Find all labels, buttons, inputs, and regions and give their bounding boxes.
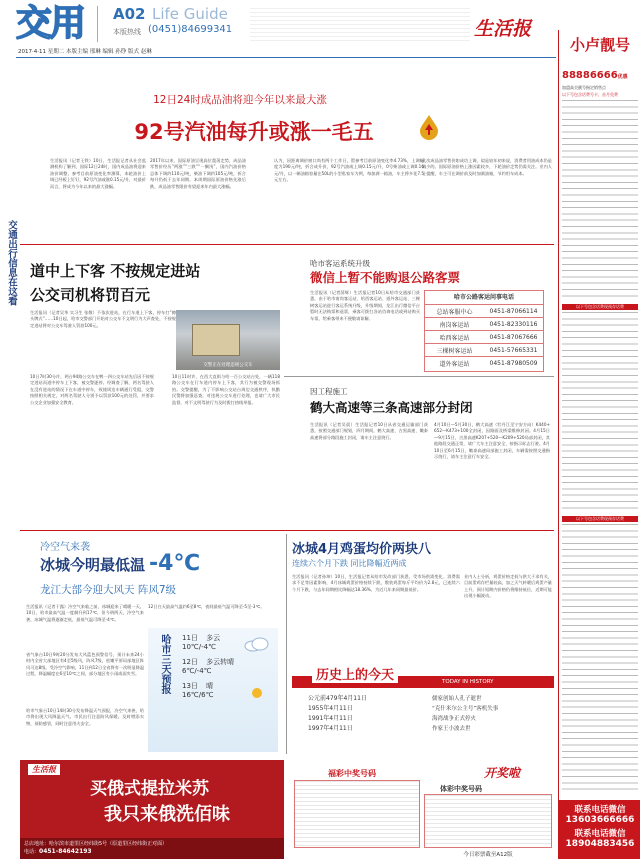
weather-body-1: 生活报讯（记者于露）冷空气来临之前，冰城迎来了晴暖一天。10日，哈市最高气温一度飙升到17℃，但今明两天，冷空气来袭，冰城气温将逐渐走低，最低气温可降至-4℃。	[26, 604, 144, 622]
masthead-stripe	[250, 8, 470, 42]
cloud-icon	[244, 636, 270, 652]
masthead-rule	[16, 57, 556, 58]
table-row: 三棵树客运站 0451-57665331	[425, 343, 543, 356]
history-box	[292, 660, 554, 756]
bus-shape	[192, 324, 240, 356]
road-headline: 鹤大高速等三条高速部分封闭	[310, 400, 473, 415]
ad-section-3: 以下号包含话费现预存话费	[562, 516, 638, 522]
hotline-headline: 微信上暂不能购退公路客票	[310, 270, 461, 285]
road-body-2: 4月10日—5月30日，鹤大高速（牡丹江至宁安方向）K440+652—K473+100全封闭，因路面及桥梁维修封闭。4月15日—9月15日，吉黑高速K207+520—K209+520局部封闭，其他路段交通正常，请广大车主注意安全、按指示标志行驶。4月10日至6月15日，嫩泰高速局部施工封闭，车辆需按照交通指示绕行，请车主注意行车安全。	[434, 422, 550, 460]
forecast-cond: 晴	[206, 682, 214, 690]
weather-body-4: 12日白天最高气温约6至8℃，夜间最低气温可降至-5至-3℃。	[148, 604, 265, 609]
lead-body-2: 2017年以来，国际原油呈现高位震荡走势，成品油零售价经历“两涨”“三跌”“一搁浅”，国内汽油价格总体下调约110元/吨，柴油下调约105元/吨，折合每升仍低于去年同期。本周期国际原油价格先涨后跌，成品油零售限价有望迎来年内最大涨幅。	[150, 158, 246, 189]
history-date: 1997年4月11日	[308, 725, 353, 732]
hotline-table-title: 哈市公路客运问事电话	[453, 294, 514, 301]
bottom-ad	[20, 760, 284, 859]
sun-icon	[248, 684, 266, 702]
weather-story	[20, 534, 284, 756]
hotline-table	[424, 290, 544, 372]
hotline-kicker: 哈市客运系统升级	[310, 259, 370, 268]
side-banner: 交通出行信息在这看	[6, 220, 17, 306]
hotline-story	[284, 250, 554, 368]
contact-label-2: 联系电话微信	[574, 829, 626, 839]
table-row: 南岗客运站 0451-82330116	[425, 317, 543, 330]
road-kicker: 因工程施工	[310, 387, 348, 396]
history-dates	[308, 694, 428, 734]
lead-rule	[20, 244, 554, 245]
lead-headline: 92号汽油每升或涨一毛五	[134, 120, 374, 144]
bus-headline-1: 道中上下客 不按规定进站	[30, 262, 201, 280]
masthead	[0, 0, 556, 58]
bottom-ad-brand: 生活报	[28, 764, 60, 775]
forecast-date: 13日	[182, 682, 198, 690]
table-row: 哈西客运站 0451-87067666	[425, 330, 543, 343]
lottery-badge: 开奖啦	[484, 766, 521, 780]
history-events	[432, 694, 552, 734]
weather-body-2: 省气象台10日9时20分发布大风蓝色预警信号，预计未来24小时内全省大部地区有4至5级风，阵风7级，松嫩平原局部地区阵风可达8级。受冷空气影响，11日到12日全省将有一次明显降温过程，降温幅度在6至10℃之间，部分地区有小雨或雨夹雪。	[26, 652, 144, 677]
forecast-day-3	[182, 682, 213, 700]
history-title-en: TODAY IN HISTORY	[442, 679, 494, 685]
bottom-ad-phone-label: 电话：	[24, 849, 40, 855]
egg-body-2: 业内人士分析，鸡蛋价格走低与供大于求有关，目前蛋鸡存栏量较高，加之天气转暖后鸡蛋产量上升，预计短期内价格仍将维持低位，近期可能出现小幅波动。	[464, 574, 552, 599]
ad-sub-1: 加盟高尖靓号指定销售点	[562, 85, 606, 90]
right-ad-column	[558, 30, 640, 859]
weather-temp: -4℃	[149, 551, 201, 576]
bottom-ad-address: 总店地址：哈尔滨市道里区经纬街5号（原道里区经纬街正对面）	[24, 841, 168, 847]
history-date: 1955年4月11日	[308, 705, 353, 712]
contact-phone-2: 18904883456	[565, 839, 635, 849]
history-title: 历史上的今天	[312, 664, 398, 683]
lottery-footer: 今日彩票截至A12版	[463, 852, 513, 858]
ad-title: 小卢靓号	[569, 36, 630, 54]
lead-body-1: 生活报讯（记者王铁）10日，生活报记者从社会监测机构了解到，国际12日24时，国内成品油将迎来油价调整，参考目前原油变化率测算，本轮油价上调已经板上钉钉，92号汽油或涨0.15元/升，对最价而言，将成为今年以来的最大涨幅。	[50, 158, 146, 189]
brand-logo: 生活报	[474, 18, 532, 40]
egg-body-1: 生活报讯（记者孙坤）10日，生活报记者从哈市发改部门获悉，受市场供需变化、消费需求不足等因素影响，4月冰城鸡蛋价格持续下跌，散装鸡蛋每斤平均价为2.8元，已连续六个月下跌，与去年同期相比降幅达18.36%，为近几年来同期最低价。	[292, 574, 460, 592]
bus-body-1: 生活报讯（记者吴华 实习生 张敬）不依次进站，在行车道上下客，停车打“擦头牌式”……10日起，哈市交警部门开始对公交车不文明行为大声查处，不按规定进站将对公交车驾驶人罚款100元。	[30, 310, 176, 328]
ad-section-2: 以下号包含话费现预存话费	[562, 304, 638, 310]
forecast-day-1	[182, 634, 220, 652]
forecast-title: 哈市三天预报	[159, 634, 170, 694]
forecast-temp: 6℃/-4℃	[182, 667, 212, 675]
bus-photo	[176, 310, 280, 370]
hotline-rule	[284, 376, 554, 377]
forecast-date: 11日	[182, 634, 198, 642]
contact-box	[559, 800, 640, 859]
lottery-right-title: 体彩中奖号码	[440, 785, 482, 793]
contact-phone-1: 13603666666	[565, 815, 635, 825]
bus-photo-caption: 交警正在处理违规公交车	[203, 363, 253, 368]
ad-sub-2: 以下号包含话费号卡，首月免费	[562, 92, 618, 97]
contact-label-1: 联系电话微信	[574, 805, 626, 815]
lead-story	[20, 90, 554, 240]
number-list-2	[562, 312, 638, 512]
bottom-ad-footer	[20, 838, 284, 859]
table-row: 道外客运站 0451-87980509	[425, 356, 543, 369]
hotline-label: 本版热线	[113, 28, 141, 36]
forecast-temp: 16℃/6℃	[182, 691, 214, 699]
forecast-date: 12日	[182, 658, 198, 666]
hotline-body: 生活报讯（记者薛辉）生活报记者10日从哈市交通部门获悉，由于哈市南岗客运站、哈西客运站、道外客运站、三棵树客运站进行客运系统升级，升级期间，龙江出行微信平台暂时无法购票和退票，乘客可拨打各站咨询电话或到站购买车票，给乘客带来不便敬请谅解。	[310, 290, 420, 321]
forecast-box	[148, 628, 278, 752]
bottom-ad-line-2: 我只来俄洗佰味	[104, 804, 230, 825]
masthead-meta: 2017·4·11 星期二 本版主编 邢琳 编辑 孙铮 版式 赵琳	[18, 49, 152, 55]
road-body-1: 生活报讯（记者吴晨）生活报记者10日从省交通运输部门获悉，按照交通部门规划，四月期间，鹤大高速、吉黑高速、嫩泰高速将部分路段施工封闭，请车主注意绕行。	[310, 422, 428, 440]
bottom-ad-phone: 0451-84642193	[39, 848, 92, 855]
forecast-day-2	[182, 658, 234, 676]
road-story	[284, 378, 554, 528]
history-event: “克什米尔公主号”客机失事	[432, 706, 499, 712]
hotline-number: (0451)84699341	[148, 24, 233, 35]
egg-story	[290, 534, 554, 654]
page-number: A02	[113, 5, 146, 23]
history-event: 作家王小波去世	[432, 726, 471, 732]
number-list-1	[562, 100, 638, 300]
life-guide-label: Life Guide	[152, 5, 228, 23]
history-event: 儒家创始人孔子逝世	[432, 696, 482, 702]
weather-kicker: 冷空气来袭	[40, 542, 90, 553]
column-divider	[286, 534, 287, 754]
ad-phone	[562, 70, 640, 81]
section-divider	[97, 6, 98, 42]
bottom-ad-line-1: 买俄式提拉米苏	[90, 779, 209, 799]
weather-body-3: 哈市气象台10日14时30分发布降温天气预报，冷空气来袭，哈市将出现大风降温天气。市民出行注意防风保暖，及时增添衣物，预防感冒，同时注意用火安全。	[26, 708, 144, 726]
bus-body-3: 10日11时许，在西大直街与哈一百公交站台处，一辆118路公交车在行车道内停车上下客，其行为被交警现场抓拍。交警提醒，为了不影响公交站台周边交通秩序，执勤民警将加强巡查，对违规公交车进行处理，也请广大市民监督，对不文明驾驶行为及时拨打热线举报。	[172, 374, 280, 405]
lottery-table-right	[424, 794, 552, 848]
lottery-left-title: 福彩中奖号码	[328, 769, 376, 778]
lead-kicker: 12日24时成品油将迎今年以来最大涨	[153, 94, 327, 106]
egg-headline: 冰城4月鸡蛋均价两块八	[292, 542, 432, 557]
table-row: 总站客服中心 0451-87066114	[425, 304, 543, 317]
mid-rule	[20, 530, 554, 531]
egg-sub: 连续六个月下跌 同比降幅近两成	[292, 559, 407, 568]
section-title: 交用	[16, 2, 85, 44]
ad-phone-suffix: 优惠	[617, 74, 628, 80]
forecast-cond: 多云转晴	[206, 658, 235, 666]
oil-drop-icon	[418, 114, 440, 140]
history-event: 海湾战争正式停火	[432, 716, 477, 722]
lottery-table-left	[294, 780, 420, 848]
forecast-temp: 10℃/-4℃	[182, 643, 216, 651]
number-list-3	[562, 524, 638, 794]
bus-body-2: 10日7时30分许，两台94路公交车在鸭一四公交车站先后因不按规定进站而道中停车上下客，被交警逐停。经调查了解，两名驾驶人在没有进站的情况下在车道中停车，致使周边车辆通行受阻，交警按照相关规定，对两名驾驶人分别予以罚款100元的处罚，并要求公交企业加强安全教育。	[30, 374, 154, 405]
weather-headline-text: 冰城今明最低温	[40, 556, 146, 574]
lottery-box	[288, 760, 554, 859]
forecast-cond: 多云	[206, 634, 221, 642]
bus-story	[26, 250, 280, 530]
history-date: 公元前479年4月11日	[308, 695, 367, 702]
ad-phone-number: 88886666	[562, 70, 618, 81]
lead-body-4: 此次成品油零售价如成功上调，似是较年初来说，消费者用油成本仍是减少的。国际原油价格上涨因素较多，下轮油价走势仍需关注。业内人士提醒，车主可在调价前及时加满油箱，节约用车成本。	[422, 158, 552, 176]
weather-headline	[40, 551, 240, 576]
weather-sub: 龙江大部今迎大风天 阵风7级	[40, 584, 177, 596]
history-date: 1991年4月11日	[308, 715, 353, 722]
bus-headline-2: 公交司机将罚百元	[30, 286, 151, 304]
lead-body-3: 认为，因距离调价窗口尚有两个工作日，暂参考目前原油变化率4.73%，上调幅度为190元/吨，折合成升价，92号汽油或上调0.15元/升，0号柴油或上调0.16元/升，以一辆油箱容量在50L的小型私家车为例，每加满一箱油，车主将多花7.5元左右。	[274, 158, 424, 183]
